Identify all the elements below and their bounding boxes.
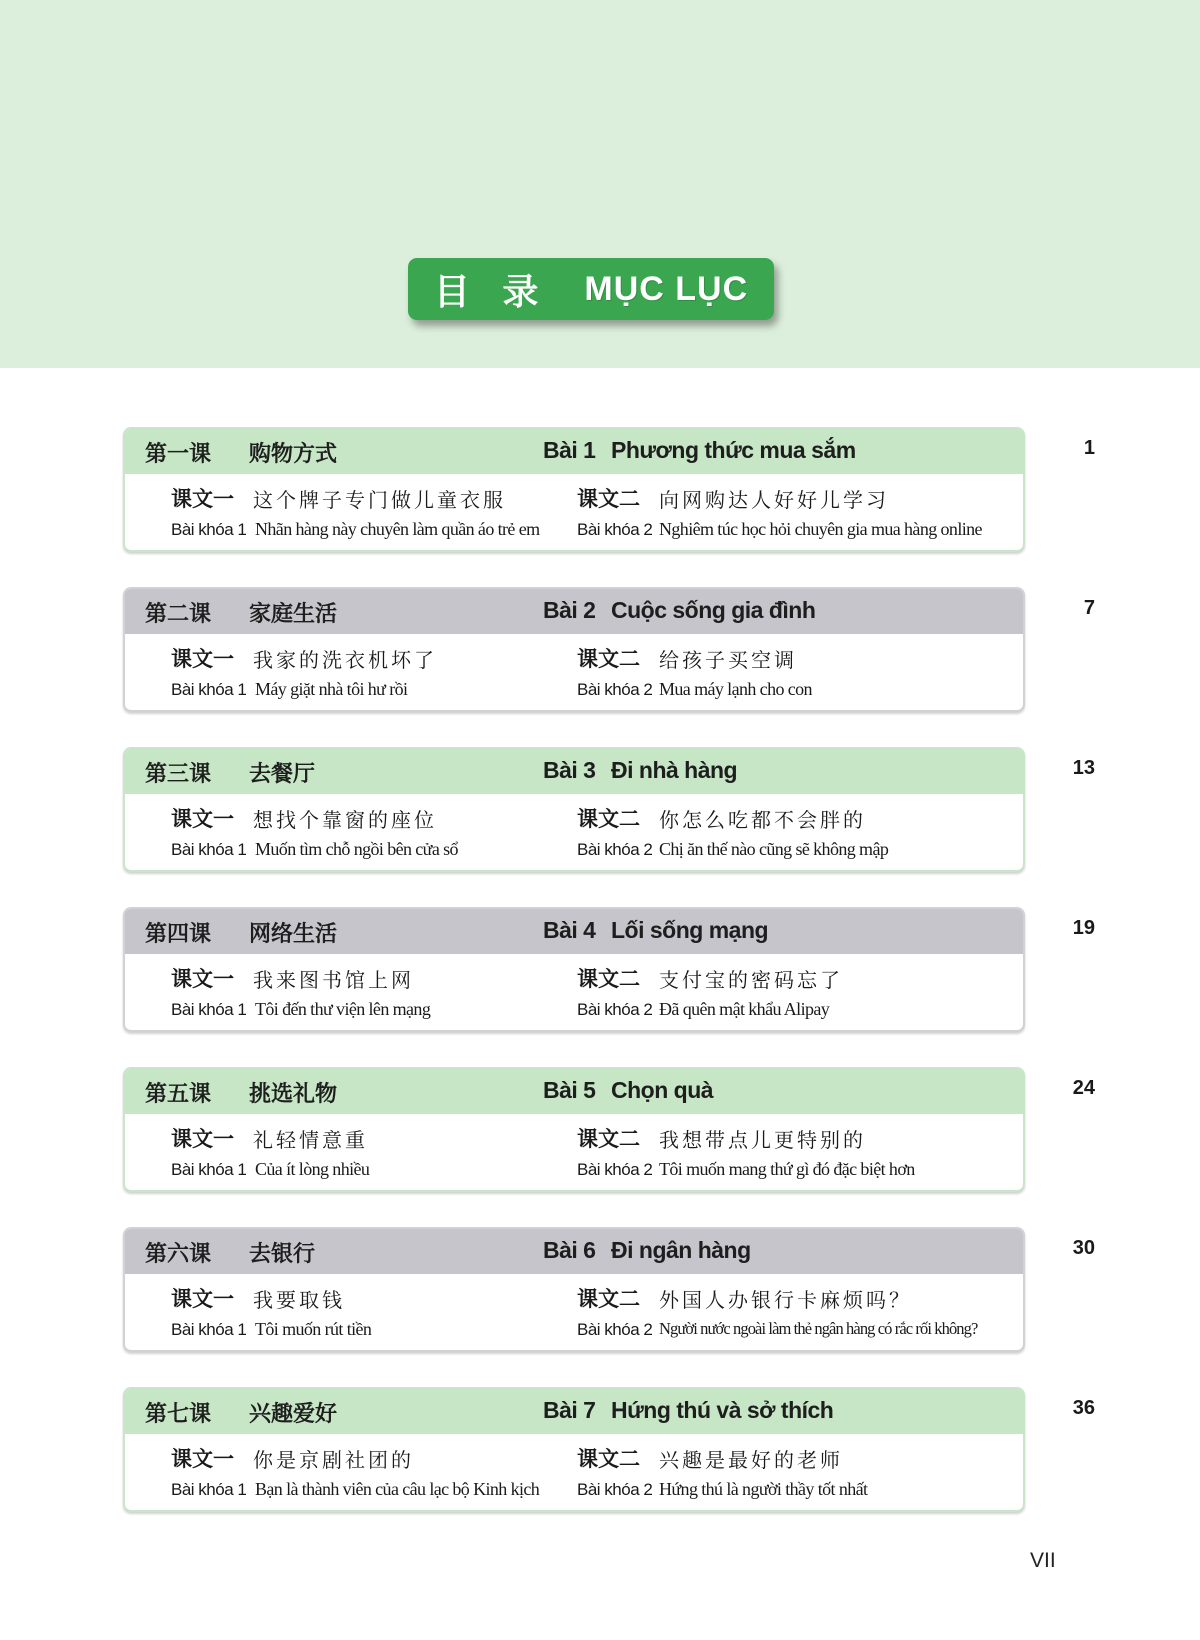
entry-box [123, 747, 1025, 872]
text2-label: 课文二 [577, 1287, 640, 1311]
toc-entry[interactable] [123, 1067, 1095, 1227]
entry-box [123, 427, 1025, 552]
text1-label: 课文一 [171, 807, 234, 831]
text1-label-vi: Bài khóa 1 [171, 1480, 247, 1499]
lesson-title-zh: 兴趣爱好 [249, 1402, 338, 1427]
lesson-title-zh: 网络生活 [249, 922, 338, 947]
entry-box [123, 587, 1025, 712]
text2-title-zh: 给孩子买空调 [659, 648, 797, 672]
text1-title-vi: Tôi đến thư viện lên mạng [255, 999, 431, 1019]
entry-box [123, 1227, 1025, 1352]
text2-title-vi: Đã quên mật khẩu Alipay [659, 999, 830, 1019]
text1-label: 课文一 [171, 487, 234, 511]
page-number: 30 [1072, 1237, 1095, 1259]
text2-label-vi: Bài khóa 2 [577, 1160, 653, 1179]
lesson-number-zh: 第七课 [145, 1402, 212, 1427]
table-of-contents [123, 427, 1095, 1547]
text1-title-zh: 我家的洗衣机坏了 [253, 648, 437, 672]
entry-body [125, 1114, 1023, 1192]
entry-body [125, 954, 1023, 1032]
page-number: 24 [1072, 1077, 1095, 1099]
text1-label-vi: Bài khóa 1 [171, 680, 247, 699]
page-number: 1 [1083, 437, 1095, 459]
text2-label-vi: Bài khóa 2 [577, 520, 653, 539]
entry-header [125, 1229, 1023, 1274]
lesson-title-vi: Cuộc sống gia đình [611, 597, 816, 623]
text1-title-vi: Muốn tìm chỗ ngồi bên cửa sổ [255, 839, 458, 859]
entry-header [125, 589, 1023, 634]
entry-header [125, 1389, 1023, 1434]
lesson-title-vi: Phương thức mua sắm [611, 437, 856, 463]
text1-label: 课文一 [171, 967, 234, 991]
text2-title-vi: Nghiêm túc học hỏi chuyên gia mua hàng online [659, 519, 982, 539]
entry-body [125, 794, 1023, 872]
lesson-number-zh: 第五课 [145, 1082, 212, 1107]
text1-label-vi: Bài khóa 1 [171, 840, 247, 859]
text1-label: 课文一 [171, 1447, 234, 1471]
text1-title-zh: 想找个靠窗的座位 [253, 808, 437, 832]
text1-label: 课文一 [171, 1127, 234, 1151]
text1-label-vi: Bài khóa 1 [171, 1320, 247, 1339]
lesson-number-vi: Bài 3 [543, 757, 596, 783]
toc-entry[interactable] [123, 747, 1095, 907]
text2-label-vi: Bài khóa 2 [577, 1480, 653, 1499]
lesson-number-vi: Bài 6 [543, 1237, 596, 1263]
text1-title-zh: 你是京剧社团的 [253, 1448, 414, 1472]
lesson-number-zh: 第一课 [145, 442, 212, 467]
text2-title-vi: Tôi muốn mang thứ gì đó đặc biệt hơn [659, 1159, 915, 1179]
text2-title-vi: Hứng thú là người thầy tốt nhất [659, 1479, 868, 1499]
page-number: 7 [1083, 597, 1095, 619]
lesson-title-vi: Chọn quà [611, 1077, 714, 1103]
lesson-title-vi: Đi ngân hàng [611, 1237, 751, 1263]
entry-header [125, 749, 1023, 794]
text2-label: 课文二 [577, 807, 640, 831]
text2-label: 课文二 [577, 1127, 640, 1151]
text1-title-vi: Của ít lòng nhiều [255, 1159, 370, 1179]
lesson-number-vi: Bài 5 [543, 1077, 596, 1103]
entry-body [125, 1434, 1023, 1512]
text1-title-vi: Nhãn hàng này chuyên làm quần áo trẻ em [255, 519, 540, 539]
toc-entry[interactable] [123, 1387, 1095, 1547]
toc-entry[interactable] [123, 1227, 1095, 1387]
entry-header [125, 1069, 1023, 1114]
text1-label: 课文一 [171, 1287, 234, 1311]
lesson-title-zh: 挑选礼物 [249, 1082, 338, 1107]
text1-title-vi: Tôi muốn rút tiền [255, 1319, 372, 1339]
entry-box [123, 907, 1025, 1032]
text2-label: 课文二 [577, 647, 640, 671]
text2-label: 课文二 [577, 967, 640, 991]
lesson-number-vi: Bài 1 [543, 437, 596, 463]
text2-label: 课文二 [577, 487, 640, 511]
text2-title-vi: Mua máy lạnh cho con [659, 679, 812, 699]
text2-title-zh: 你怎么吃都不会胖的 [659, 808, 866, 832]
text1-label-vi: Bài khóa 1 [171, 1160, 247, 1179]
lesson-title-vi: Lối sống mạng [611, 917, 769, 943]
entry-body [125, 634, 1023, 712]
text1-label-vi: Bài khóa 1 [171, 520, 247, 539]
title-vi: MỤC LỤC [584, 269, 749, 308]
lesson-number-zh: 第二课 [145, 602, 212, 627]
text1-label: 课文一 [171, 647, 234, 671]
toc-entry[interactable] [123, 587, 1095, 747]
page-number: 36 [1072, 1397, 1095, 1419]
text2-label-vi: Bài khóa 2 [577, 1000, 653, 1019]
text2-title-vi: Chị ăn thế nào cũng sẽ không mập [659, 839, 889, 859]
entry-header [125, 429, 1023, 474]
lesson-number-vi: Bài 4 [543, 917, 596, 943]
entry-body [125, 1274, 1023, 1352]
lesson-title-zh: 去餐厅 [249, 762, 316, 787]
lesson-number-zh: 第六课 [145, 1242, 212, 1267]
text1-title-zh: 我来图书馆上网 [253, 968, 414, 992]
lesson-number-zh: 第四课 [145, 922, 212, 947]
lesson-title-zh: 去银行 [249, 1242, 316, 1267]
toc-entry[interactable] [123, 427, 1095, 587]
toc-title-badge [408, 258, 774, 320]
text1-title-zh: 礼轻情意重 [253, 1128, 368, 1152]
text2-label-vi: Bài khóa 2 [577, 680, 653, 699]
text1-title-vi: Bạn là thành viên của câu lạc bộ Kinh kịch [255, 1479, 540, 1499]
lesson-number-vi: Bài 7 [543, 1397, 596, 1423]
entry-box [123, 1067, 1025, 1192]
text2-label: 课文二 [577, 1447, 640, 1471]
folio-page-number: VII [1030, 1549, 1056, 1572]
lesson-title-zh: 购物方式 [249, 442, 338, 467]
text2-title-zh: 兴趣是最好的老师 [659, 1448, 843, 1472]
text2-title-zh: 我想带点儿更特别的 [659, 1128, 866, 1152]
text2-title-zh: 外国人办银行卡麻烦吗？ [659, 1288, 912, 1312]
text1-label-vi: Bài khóa 1 [171, 1000, 247, 1019]
title-zh: 目 录 [433, 271, 549, 313]
text2-label-vi: Bài khóa 2 [577, 1320, 653, 1339]
text1-title-zh: 我要取钱 [253, 1288, 345, 1312]
entry-header [125, 909, 1023, 954]
entry-box [123, 1387, 1025, 1512]
text1-title-zh: 这个牌子专门做儿童衣服 [253, 488, 506, 512]
page-number: 19 [1072, 917, 1095, 939]
lesson-number-zh: 第三课 [145, 762, 212, 787]
page-number: 13 [1072, 757, 1095, 779]
entry-body [125, 474, 1023, 552]
toc-entry[interactable] [123, 907, 1095, 1067]
lesson-title-vi: Hứng thú và sở thích [611, 1397, 834, 1423]
text2-title-zh: 向网购达人好好儿学习 [659, 488, 889, 512]
lesson-title-vi: Đi nhà hàng [611, 757, 738, 783]
text2-label-vi: Bài khóa 2 [577, 840, 653, 859]
text1-title-vi: Máy giặt nhà tôi hư rồi [255, 679, 408, 699]
text2-title-zh: 支付宝的密码忘了 [659, 968, 843, 992]
lesson-title-zh: 家庭生活 [249, 602, 338, 627]
lesson-number-vi: Bài 2 [543, 597, 596, 623]
text2-title-vi: Người nước ngoài làm thẻ ngân hàng có rắc rối không? [659, 1319, 978, 1338]
